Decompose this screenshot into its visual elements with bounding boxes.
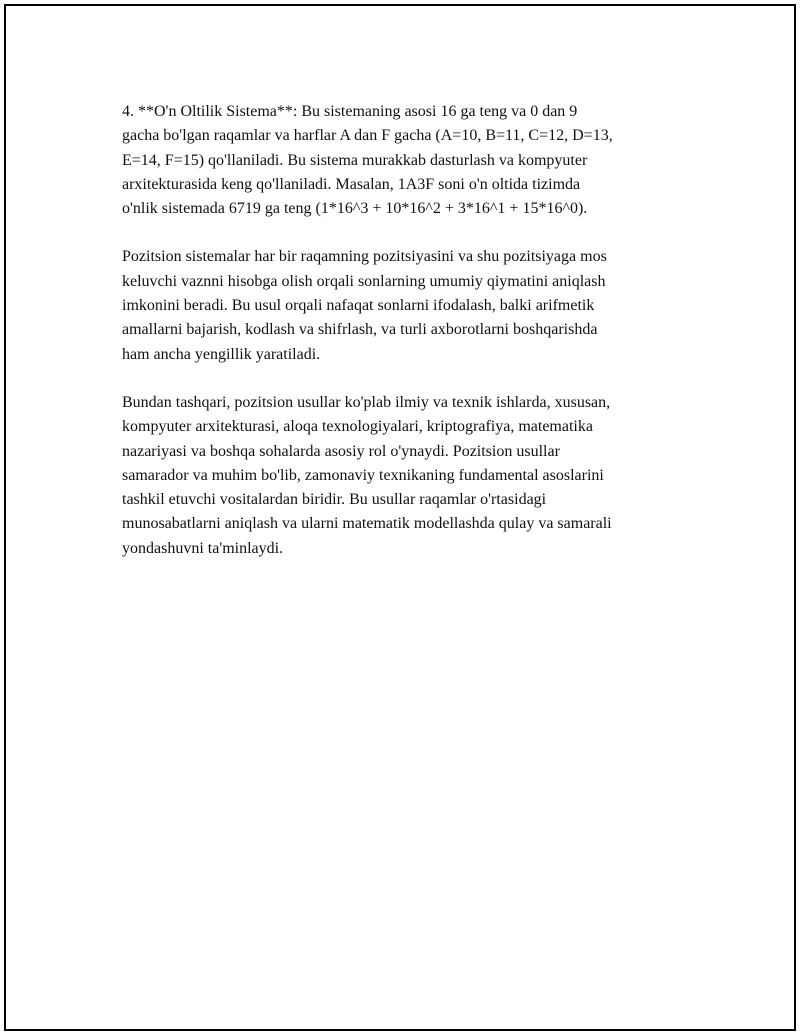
page-frame <box>4 4 796 1031</box>
paragraph-applications: Bundan tashqari, pozitsion usullar ko'plab ilmiy va texnik ishlarda, xususan, kompyuter arxitekturasi, aloqa texnologiyalari, kriptografiya, matematika nazariyasi va boshqa sohalarda asosiy rol o'ynaydi. Pozitsion usullar samarador va muhim bo'lib, zamonaviy texnikaning fundamental asoslarini tashkil etuvchi vositalardan biridir. Bu usullar raqamlar o'rtasidagi munosabatlarni aniqlash va ularni matematik modellashda qulay va samarali yondashuvni ta'minlaydi. <box>122 393 612 557</box>
paragraph-hexadecimal-system: 4. **O'n Oltilik Sistema**: Bu sistemaning asosi 16 ga teng va 0 dan 9 gacha bo'lgan raqamlar va harflar A dan F gacha (A=10, B=11, C=12, D=13, E=14, F=15) qo'llaniladi. Bu sistema murakkab dasturlash va kompyuter arxitekturasida keng qo'llaniladi. Masalan, 1A3F soni o'n oltida tizimda o'nlik sistemada 6719 ga teng (1*16^3 + 10*16^2 + 3*16^1 + 15*16^0). <box>122 103 613 218</box>
paragraph-positional-systems: Pozitsion sistemalar har bir raqamning pozitsiyasini va shu pozitsiyaga mos keluvchi vaznni hisobga olish orqali sonlarning umumiy qiymatini aniqlash imkonini beradi. Bu usul orqali nafaqat sonlarni ifodalash, balki arifmetik amallarni bajarish, kodlash va shifrlash, va turli axborotlarni boshqarishda ham ancha yengillik yaratiladi. <box>122 248 607 363</box>
document-body <box>122 100 702 585</box>
